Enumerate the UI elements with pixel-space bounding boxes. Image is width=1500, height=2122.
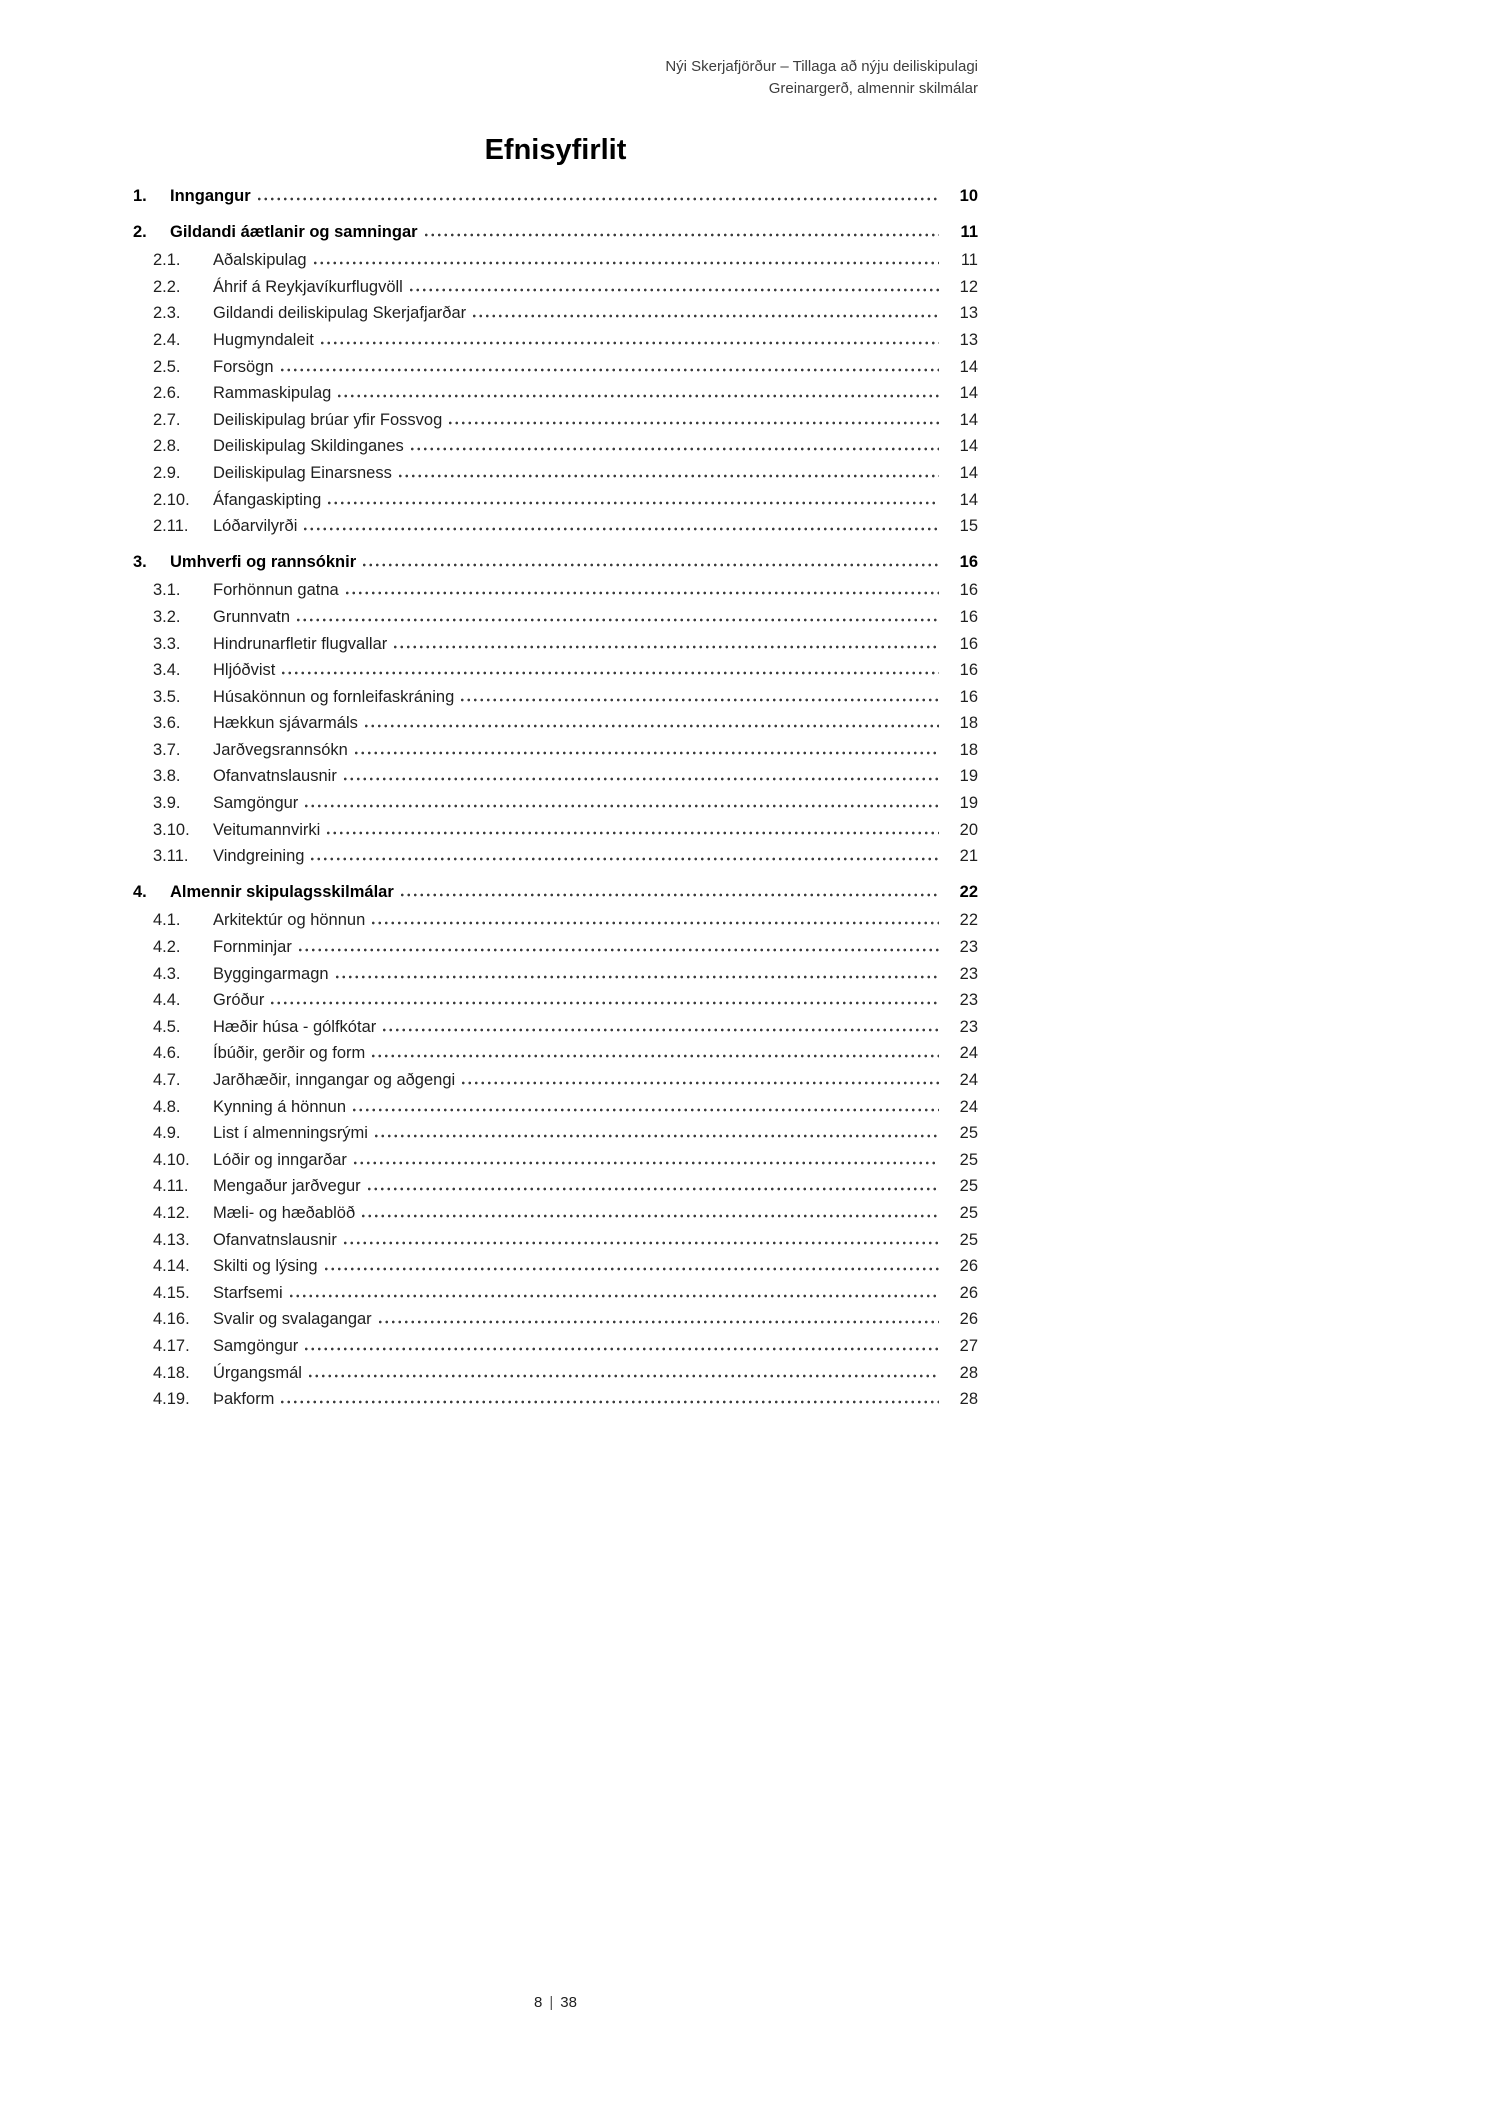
toc-entry[interactable] (133, 1173, 978, 1200)
toc-entry-label: Hæðir húsa - gólfkótar (213, 1017, 377, 1036)
toc-leader-dots (334, 975, 939, 979)
toc-entry-label: Jarðvegsrannsókn (213, 740, 348, 759)
footer-total-pages: 38 (560, 1994, 577, 2011)
toc-entry-number: 3.9. (153, 794, 181, 813)
toc-entry-label: Fornminjar (213, 938, 292, 957)
toc-leader-dots (363, 724, 939, 728)
toc-leader-dots (325, 831, 939, 835)
toc-entry-page: 14 (959, 463, 978, 482)
header-line-1: Nýi Skerjafjörður – Tillaga að nýju deiliskipulagi (665, 58, 978, 75)
toc-leader-dots (370, 921, 939, 925)
toc-leader-dots (353, 751, 939, 755)
toc-entry-number: 4.7. (153, 1071, 181, 1089)
toc-leader-dots (392, 645, 939, 649)
toc-entry-label: Hindrunarfletir flugvallar (213, 634, 388, 653)
toc-entry-page: 25 (959, 1150, 978, 1169)
toc-entry-label: Inngangur (170, 187, 251, 205)
toc-entry-label: Jarðhæðir, inngangar og aðgengi (213, 1071, 456, 1089)
toc-leader-dots (297, 948, 939, 952)
toc-entry[interactable] (133, 1067, 978, 1094)
toc-entry-number: 4.16. (153, 1310, 190, 1329)
toc-entry-label: Úrgangsmál (213, 1363, 302, 1382)
toc-entry-number: 3.8. (153, 767, 181, 786)
toc-entry-page: 16 (959, 634, 978, 653)
toc-entry-number: 3.10. (153, 820, 190, 839)
toc-entry-label: Starfsemi (213, 1283, 283, 1302)
header-line-2: Greinargerð, almennir skilmálar (768, 80, 978, 97)
toc-entry-page: 14 (959, 410, 978, 429)
toc-entry-page: 22 (959, 911, 978, 930)
toc-leader-dots (303, 804, 939, 808)
toc-entry-page: 14 (959, 490, 978, 509)
toc-entry[interactable] (133, 513, 978, 540)
toc-entry-page: 26 (959, 1310, 978, 1329)
toc-entry-page: 11 (960, 251, 978, 270)
toc-leader-dots (319, 341, 939, 345)
toc-entry-page: 25 (959, 1230, 978, 1249)
toc-entry-page: 24 (959, 1071, 978, 1089)
toc-leader-dots (342, 1241, 939, 1245)
toc-entry[interactable] (133, 300, 978, 327)
toc-entry-number: 2.1. (153, 251, 181, 270)
toc-entry-page: 16 (959, 581, 978, 600)
toc-entry[interactable] (133, 1360, 978, 1387)
toc-leader-dots (303, 1347, 939, 1351)
toc-entry-page: 19 (959, 794, 978, 813)
toc-entry[interactable] (133, 631, 978, 658)
toc-leader-dots (295, 618, 939, 622)
toc-leader-dots (360, 1214, 939, 1218)
toc-entry-label: Ofanvatnslausnir (213, 767, 337, 786)
toc-entry-page: 16 (959, 661, 978, 680)
toc-entry-page: 26 (959, 1257, 978, 1276)
toc-entry-number: 3. (133, 552, 147, 571)
toc-entry-number: 4.2. (153, 938, 181, 957)
toc-entry-label: Umhverfi og rannsóknir (170, 552, 357, 571)
toc-entry[interactable] (133, 183, 978, 210)
toc-leader-dots (312, 261, 939, 265)
toc-entry[interactable] (133, 1333, 978, 1360)
toc-entry-number: 3.3. (153, 634, 181, 653)
toc-entry-number: 4.12. (153, 1203, 190, 1222)
toc-entry-number: 4.6. (153, 1044, 181, 1063)
toc-entry[interactable] (133, 763, 978, 790)
toc-entry-page: 23 (959, 964, 978, 983)
toc-entry-label: Lóðir og inngarðar (213, 1150, 347, 1169)
toc-entry-label: Samgöngur (213, 794, 299, 813)
toc-entry[interactable] (133, 1227, 978, 1254)
toc-entry-number: 3.1. (153, 581, 181, 600)
toc-entry-page: 25 (959, 1203, 978, 1222)
toc-entry[interactable] (133, 907, 978, 934)
toc-entry[interactable] (133, 274, 978, 301)
toc-list (133, 183, 978, 1413)
toc-entry-number: 2.11. (153, 517, 189, 536)
toc-entry[interactable] (133, 737, 978, 764)
toc-entry-label: Gróður (213, 991, 265, 1010)
toc-entry-label: Áfangaskipting (213, 490, 322, 509)
toc-entry-number: 4.10. (153, 1150, 190, 1169)
page-footer (133, 1994, 978, 2011)
toc-entry[interactable] (133, 934, 978, 961)
toc-entry-page: 16 (959, 687, 978, 706)
toc-entry-number: 2.2. (153, 277, 181, 296)
toc-leader-dots (399, 893, 939, 897)
toc-entry-number: 1. (133, 187, 147, 205)
toc-leader-dots (323, 1267, 939, 1271)
toc-entry-page: 13 (959, 330, 978, 349)
toc-entry[interactable] (133, 1040, 978, 1067)
toc-entry-page: 23 (959, 991, 978, 1010)
toc-entry-label: Áhrif á Reykjavíkurflugvöll (213, 277, 403, 296)
toc-entry-page: 24 (959, 1044, 978, 1063)
toc-entry[interactable] (133, 987, 978, 1014)
toc-entry-number: 2.5. (153, 357, 181, 376)
toc-entry-label: Arkitektúr og hönnun (213, 911, 366, 930)
toc-entry-label: Rammaskipulag (213, 384, 332, 403)
page-title: Efnisyfirlit (484, 134, 627, 166)
toc-entry-number: 4. (133, 882, 147, 901)
toc-leader-dots (366, 1187, 939, 1191)
toc-leader-dots (361, 563, 939, 567)
toc-leader-dots (256, 197, 939, 201)
toc-entry-page: 23 (959, 1017, 978, 1036)
toc-entry-page: 15 (959, 517, 978, 536)
toc-entry-label: Deiliskipulag Skildinganes (213, 437, 404, 456)
toc-entry-label: Kynning á hönnun (213, 1097, 347, 1116)
toc-entry[interactable] (133, 327, 978, 354)
toc-leader-dots (408, 288, 939, 292)
toc-leader-dots (352, 1161, 939, 1165)
toc-entry-page: 27 (959, 1336, 978, 1355)
toc-entry-page: 26 (959, 1283, 978, 1302)
toc-entry-label: Hugmyndaleit (213, 330, 314, 349)
toc-leader-dots (373, 1134, 939, 1138)
toc-leader-dots (447, 421, 939, 425)
document-header (133, 0, 978, 100)
toc-entry[interactable] (133, 247, 978, 274)
toc-leader-dots (280, 671, 939, 675)
toc-entry-label: Gildandi deiliskipulag Skerjafjarðar (213, 304, 467, 323)
toc-entry-number: 2.4. (153, 330, 181, 349)
toc-entry-number: 3.2. (153, 607, 181, 626)
toc-entry-page: 13 (959, 304, 978, 323)
toc-entry-label: Svalir og svalagangar (213, 1310, 372, 1329)
toc-entry-number: 4.4. (153, 991, 181, 1010)
toc-entry-number: 4.5. (153, 1017, 181, 1036)
toc-entry-number: 3.4. (153, 661, 181, 680)
toc-entry[interactable] (133, 1253, 978, 1280)
toc-entry-page: 11 (960, 222, 978, 241)
toc-entry-label: Byggingarmagn (213, 964, 329, 983)
toc-entry-label: Íbúðir, gerðir og form (213, 1044, 366, 1063)
toc-entry-label: Mengaður jarðvegur (213, 1177, 361, 1196)
toc-entry[interactable] (133, 817, 978, 844)
toc-entry[interactable] (133, 1280, 978, 1307)
footer-page-number: 8 (534, 1994, 543, 2011)
toc-entry-number: 3.6. (153, 714, 181, 733)
toc-leader-dots (288, 1294, 939, 1298)
toc-entry[interactable] (133, 684, 978, 711)
toc-entry-number: 4.3. (153, 964, 181, 983)
toc-entry-number: 4.1. (153, 911, 181, 930)
toc-entry-label: Almennir skipulagsskilmálar (170, 882, 394, 901)
toc-leader-dots (269, 1001, 939, 1005)
toc-entry-number: 4.13. (153, 1230, 190, 1249)
toc-entry[interactable] (133, 433, 978, 460)
toc-entry[interactable] (133, 1200, 978, 1227)
toc-entry[interactable] (133, 1306, 978, 1333)
toc-entry-label: Samgöngur (213, 1336, 299, 1355)
toc-entry-page: 10 (959, 187, 978, 205)
toc-entry-page: 18 (959, 740, 978, 759)
toc-entry-number: 4.14. (153, 1257, 190, 1276)
toc-entry-page: 24 (959, 1097, 978, 1116)
toc-entry-label: Forhönnun gatna (213, 581, 339, 600)
toc-leader-dots (307, 1374, 939, 1378)
toc-leader-dots (336, 394, 939, 398)
toc-entry[interactable] (133, 843, 978, 870)
toc-entry-page: 21 (959, 847, 978, 866)
toc-entry[interactable] (133, 1094, 978, 1121)
toc-entry-number: 4.11. (153, 1177, 189, 1196)
toc-leader-dots (370, 1054, 939, 1058)
toc-entry-label: Gildandi áætlanir og samningar (170, 222, 418, 241)
toc-entry[interactable] (133, 577, 978, 604)
toc-entry-number: 4.19. (153, 1390, 190, 1409)
toc-entry-label: Mæli- og hæðablöð (213, 1203, 356, 1222)
toc-entry-page: 14 (959, 357, 978, 376)
toc-entry[interactable] (133, 604, 978, 631)
toc-leader-dots (351, 1108, 939, 1112)
toc-entry-label: Deiliskipulag Einarsness (213, 463, 392, 482)
toc-leader-dots (459, 698, 939, 702)
toc-entry-label: Hljóðvist (213, 661, 276, 680)
toc-entry-label: Húsakönnun og fornleifaskráning (213, 687, 455, 706)
toc-leader-dots (471, 314, 939, 318)
toc-entry[interactable] (133, 879, 978, 906)
toc-entry[interactable] (133, 710, 978, 737)
toc-entry-number: 4.9. (153, 1124, 181, 1143)
toc-entry-label: Forsögn (213, 357, 274, 376)
toc-leader-dots (279, 368, 939, 372)
toc-entry-number: 2.7. (153, 410, 181, 429)
toc-leader-dots (342, 777, 939, 781)
toc-entry-page: 16 (959, 552, 978, 571)
toc-entry-number: 2.6. (153, 384, 181, 403)
toc-entry[interactable] (133, 1386, 978, 1413)
toc-entry[interactable] (133, 961, 978, 988)
toc-entry-page: 25 (959, 1177, 978, 1196)
toc-entry[interactable] (133, 460, 978, 487)
toc-entry[interactable] (133, 1120, 978, 1147)
toc-leader-dots (423, 233, 939, 237)
toc-leader-dots (460, 1081, 939, 1085)
toc-leader-dots (344, 591, 939, 595)
toc-entry-page: 14 (959, 437, 978, 456)
toc-entry-label: Ofanvatnslausnir (213, 1230, 337, 1249)
toc-entry-label: List í almenningsrými (213, 1124, 368, 1143)
toc-entry-number: 3.5. (153, 687, 181, 706)
toc-entry[interactable] (133, 657, 978, 684)
toc-entry-number: 4.18. (153, 1363, 190, 1382)
toc-entry[interactable] (133, 790, 978, 817)
document-page (133, 0, 978, 1413)
toc-entry-number: 2.9. (153, 463, 181, 482)
toc-entry-number: 4.8. (153, 1097, 181, 1116)
toc-leader-dots (279, 1400, 939, 1404)
toc-entry-page: 20 (959, 820, 978, 839)
toc-entry-label: Þakform (213, 1390, 275, 1409)
toc-entry[interactable] (133, 380, 978, 407)
toc-entry-number: 3.7. (153, 740, 181, 759)
toc-entry-page: 22 (959, 882, 978, 901)
toc-entry[interactable] (133, 487, 978, 514)
toc-entry-number: 2.8. (153, 437, 181, 456)
toc-leader-dots (302, 527, 939, 531)
toc-entry-page: 19 (959, 767, 978, 786)
toc-entry[interactable] (133, 407, 978, 434)
toc-entry-number: 4.17. (153, 1336, 190, 1355)
footer-separator: | (549, 1994, 554, 2011)
toc-entry-page: 14 (959, 384, 978, 403)
toc-entry-label: Skilti og lýsing (213, 1257, 318, 1276)
toc-entry-page: 28 (959, 1390, 978, 1409)
toc-leader-dots (381, 1028, 939, 1032)
toc-entry-label: Hækkun sjávarmáls (213, 714, 358, 733)
toc-entry-number: 2. (133, 222, 147, 241)
toc-entry[interactable] (133, 1147, 978, 1174)
toc-entry[interactable] (133, 354, 978, 381)
toc-entry-label: Deiliskipulag brúar yfir Fossvog (213, 410, 443, 429)
toc-leader-dots (397, 474, 939, 478)
toc-leader-dots (377, 1320, 939, 1324)
toc-entry-page: 18 (959, 714, 978, 733)
toc-entry-label: Veitumannvirki (213, 820, 321, 839)
toc-entry-page: 23 (959, 938, 978, 957)
toc-entry-page: 25 (959, 1124, 978, 1143)
toc-entry-label: Aðalskipulag (213, 251, 307, 270)
toc-entry-number: 4.15. (153, 1283, 190, 1302)
toc-entry-page: 12 (959, 277, 978, 296)
toc-entry-label: Lóðarvilyrði (213, 517, 298, 536)
toc-entry-number: 2.10. (153, 490, 190, 509)
toc-entry-number: 3.11. (153, 847, 189, 866)
toc-entry-number: 2.3. (153, 304, 181, 323)
toc-leader-dots (326, 501, 939, 505)
toc-entry-label: Vindgreining (213, 847, 305, 866)
toc-entry[interactable] (133, 549, 978, 576)
toc-entry[interactable] (133, 1014, 978, 1041)
toc-entry[interactable] (133, 219, 978, 246)
toc-entry-label: Grunnvatn (213, 607, 291, 626)
toc-entry-page: 28 (959, 1363, 978, 1382)
toc-leader-dots (309, 857, 939, 861)
toc-leader-dots (409, 447, 939, 451)
toc-entry-page: 16 (959, 607, 978, 626)
